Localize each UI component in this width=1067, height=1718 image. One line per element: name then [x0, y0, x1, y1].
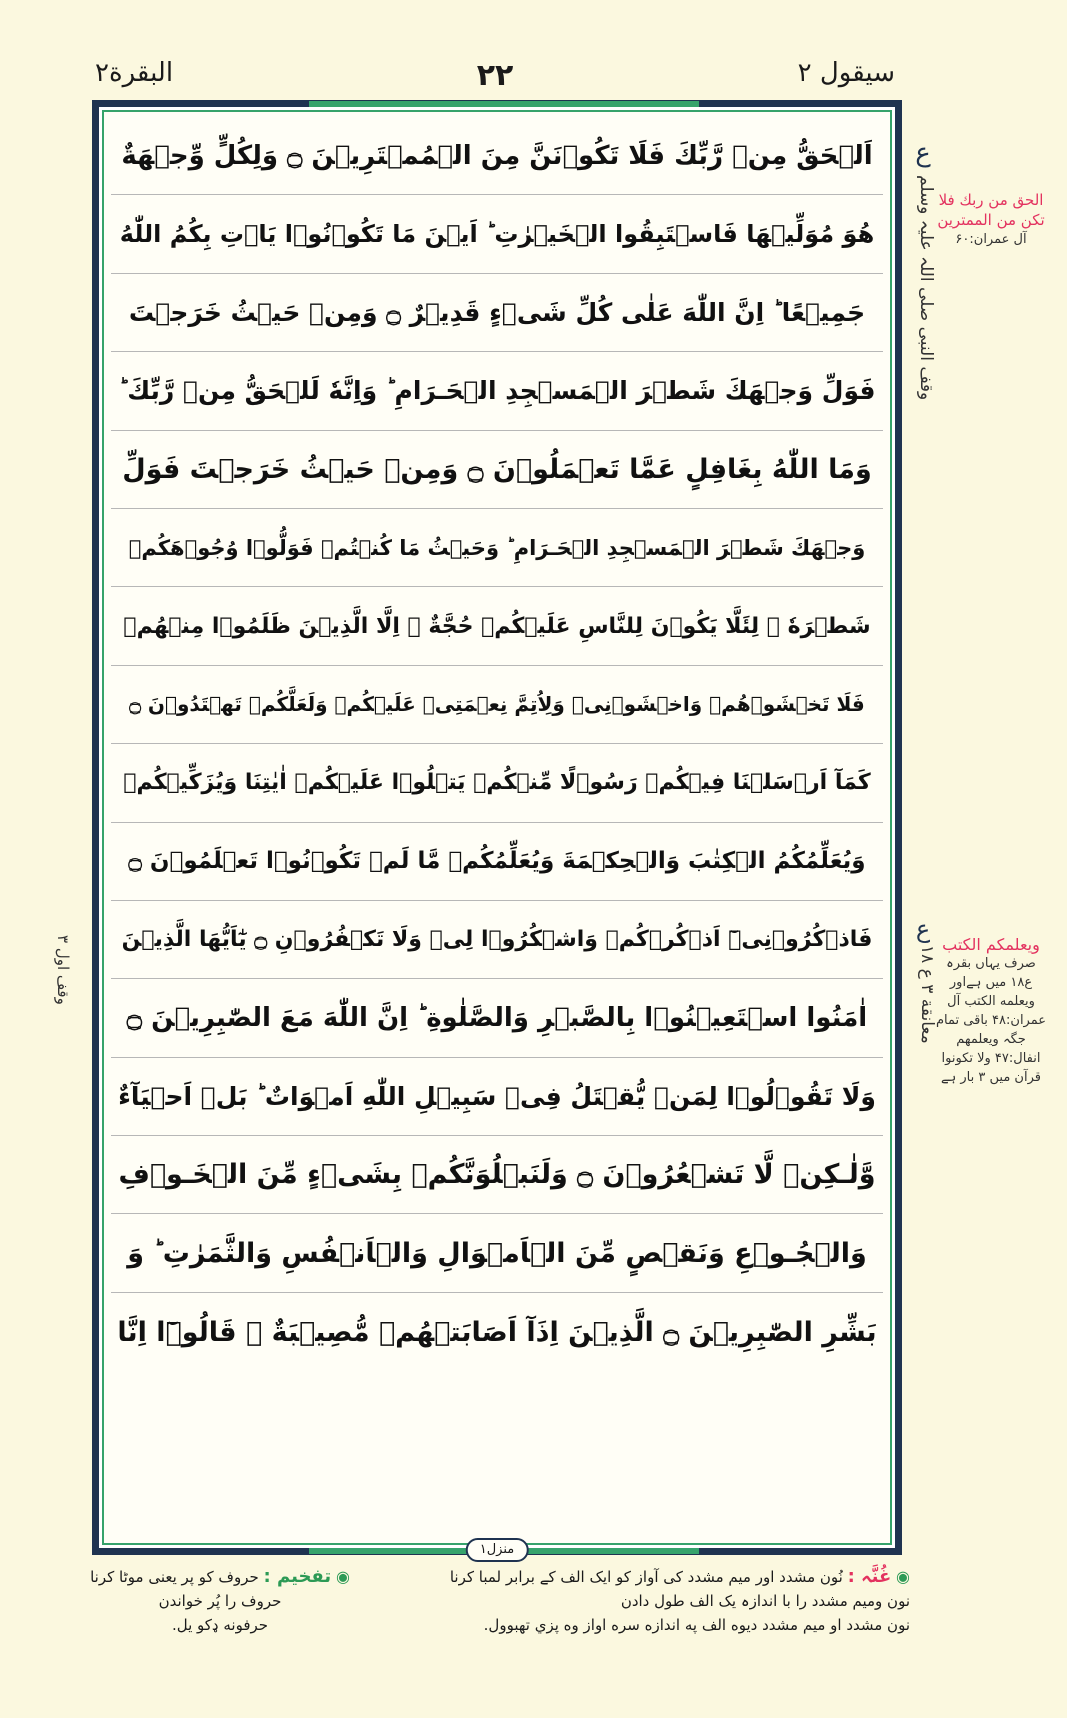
ghunna-label: غُنَّہ : — [847, 1566, 892, 1587]
margin-note-1-ref: آل عمران:۶۰ — [955, 232, 1027, 247]
margin-note-2 — [935, 935, 1047, 1087]
margin-note-1-title: الحق من ربك فلا تكن من الممترين — [937, 191, 1045, 229]
verse-lines — [111, 117, 883, 1534]
ruku-marker-1: ع — [915, 138, 931, 168]
verse-line-12: اٰمَنُوا اسۡتَعِيۡنُوۡا بِالصَّبۡرِ وَالصَّلٰوةِ ؕ اِنَّ اللّٰهَ مَعَ الصّٰبِرِيۡنَ ۝ — [111, 979, 883, 1057]
bullet-icon: ◉ — [896, 1567, 910, 1586]
page-number: ۲۲ — [476, 58, 514, 93]
waqf-vertical-note: وقف النبی صلی اللہ علیہ وسلم — [916, 175, 936, 401]
ghunna-persian: نون ومیم مشدد را با اندازہ یک الف طول دادن — [620, 1592, 910, 1610]
verse-line-3: جَمِيۡعًا ؕ اِنَّ اللّٰهَ عَلٰى كُلِّ شَىۡءٍ قَدِيۡرٌ ۝ وَمِنۡ حَيۡثُ خَرَجۡتَ — [111, 274, 883, 352]
verse-line-16: بَشِّرِ الصّٰبِرِيۡنَ ۝ الَّذِيۡنَ اِذَآ اَصَابَتۡهُمۡ مُّصِيۡبَةٌ ۙ قَالُوۡٓا اِنَّا — [117, 1316, 877, 1348]
verse-line-10: وَيُعَلِّمُكُمُ الۡكِتٰبَ وَالۡحِكۡمَةَ وَيُعَلِّمُكُمۡ مَّا لَمۡ تَكُوۡنُوۡا تَعۡلَمُوۡنَ ۝ — [111, 823, 883, 901]
left-margin-note: وقف اول ۳ — [54, 935, 72, 1005]
verse-line-7: شَطۡرَهٗ ۙ لِئَلَّا يَكُوۡنَ لِلنَّاسِ عَلَيۡكُمۡ حُجَّةٌ ۙ اِلَّا الَّذِيۡنَ ظَلَمُوۡا مِنۡهُمۡ — [111, 587, 883, 665]
tafkheem-persian: حروف را پُر خواندن — [158, 1592, 282, 1610]
verse-line-13: وَلَا تَقُوۡلُوۡا لِمَنۡ يُّقۡتَلُ فِىۡ سَبِيۡلِ اللّٰهِ اَمۡوَاتٌ ؕ بَلۡ اَحۡيَآءٌ — [111, 1058, 883, 1136]
page-header — [95, 58, 895, 98]
bullet-icon: ◉ — [335, 1567, 350, 1586]
verse-line-4: فَوَلِّ وَجۡهَكَ شَطۡرَ الۡمَسۡجِدِ الۡحَـرَامِ ؕ وَاِنَّهٗ لَلۡحَقُّ مِنۡ رَّبِّكَ ؕ — [111, 352, 883, 430]
verse-line-8: فَلَا تَخۡشَوۡهُمۡ وَاخۡشَوۡنِىۡ وَلِاُتِمَّ نِعۡمَتِىۡ عَلَيۡكُمۡ وَلَعَلَّكُمۡ تَهۡتَدُوۡنَ ۝ — [111, 666, 883, 744]
manzil-marker: منزل۱ — [466, 1538, 529, 1562]
tafkheem-pashto: حرفونه ډکو یل. — [171, 1616, 269, 1634]
verse-line-6: وَجۡهَكَ شَطۡرَ الۡمَسۡجِدِ الۡحَـرَامِ ؕ وَحَيۡثُ مَا كُنۡتُمۡ فَوَلُّوۡا وُجُوۡهَكُمۡ — [111, 509, 883, 587]
ghunna-rule — [410, 1565, 910, 1637]
header-surah-name: البقرة۲ — [95, 58, 174, 88]
margin-note-2-text: صرف یہاں بقرہ ع۱۸ میں ہےاور ويعلمه الكتب آل عمران:۴۸ باقی تمام جگہ ويعلمهم انفال:۴۷ ولا تكونوا قرآن میں ۳ بار ہے — [936, 956, 1046, 1085]
muaniqa-vertical-note: معانقة ۳ ع ۱۸ — [917, 945, 937, 1044]
ruku-marker-2: ع — [915, 915, 931, 943]
tafkheem-urdu: حروف کو پر یعنی موٹا کرنا — [90, 1568, 259, 1586]
verse-line-11: فَاذۡكُرُوۡنِىۡٓ اَذۡكُرۡكُمۡ وَاشۡكُرُوۡا لِىۡ وَلَا تَكۡفُرُوۡنِ ۝ يٰٓاَيُّهَا الَّذِيۡنَ — [111, 901, 883, 979]
verse-line-15: وَالۡجُـوۡعِ وَنَقۡصٍ مِّنَ الۡاَمۡوَالِ وَالۡاَنۡفُسِ وَالثَّمَرٰتِ ؕ وَ — [111, 1214, 883, 1292]
verse-line-9: كَمَآ اَرۡسَلۡنَا فِيۡكُمۡ رَسُوۡلًا مِّنۡكُمۡ يَتۡلُوۡا عَلَيۡكُمۡ اٰيٰتِنَا وَيُزَكِّيۡكُمۡ — [111, 744, 883, 822]
tafkheem-label: تفخیم : — [263, 1566, 332, 1587]
verse-line-1: اَلۡحَقُّ مِنۡ رَّبِّكَ فَلَا تَكُوۡنَنَّ مِنَ الۡمُمۡتَرِيۡنَ ۝ وَلِكُلٍّ وِّجۡهَةٌ — [111, 117, 883, 195]
tajweed-footer — [90, 1565, 910, 1695]
verse-line-14: وَّلٰـكِنۡ لَّا تَشۡعُرُوۡنَ ۝ وَلَنَبۡلُوَنَّكُمۡ بِشَىۡءٍ مِّنَ الۡخَـوۡفِ — [111, 1136, 883, 1214]
ghunna-urdu: نُون مشدد اور میم مشدد کی آواز کو ایک الف کے برابر لمبا کرنا — [449, 1568, 843, 1586]
header-para-name: سیقول ۲ — [797, 58, 895, 88]
verse-line-2: هُوَ مُوَلِّيۡهَا فَاسۡتَبِقُوا الۡخَيۡرٰتِ ؕ اَيۡنَ مَا تَكُوۡنُوۡا يَاۡتِ بِكُمُ اللّٰهُ — [111, 195, 883, 273]
ghunna-pashto: نون مشدد او میم مشدد دیوه الف په اندازه سره اواز وه پزي تهبوول. — [483, 1616, 910, 1634]
verse-line-5: وَمَا اللّٰهُ بِغَافِلٍ عَمَّا تَعۡمَلُوۡنَ ۝ وَمِنۡ حَيۡثُ خَرَجۡتَ فَوَلِّ — [111, 431, 883, 509]
frame-top-ornament — [309, 101, 699, 107]
quran-text-frame — [92, 100, 902, 1555]
tafkheem-rule — [90, 1565, 350, 1637]
margin-note-2-title: ويعلمكم الكتب — [942, 935, 1040, 954]
margin-note-1 — [936, 190, 1046, 250]
